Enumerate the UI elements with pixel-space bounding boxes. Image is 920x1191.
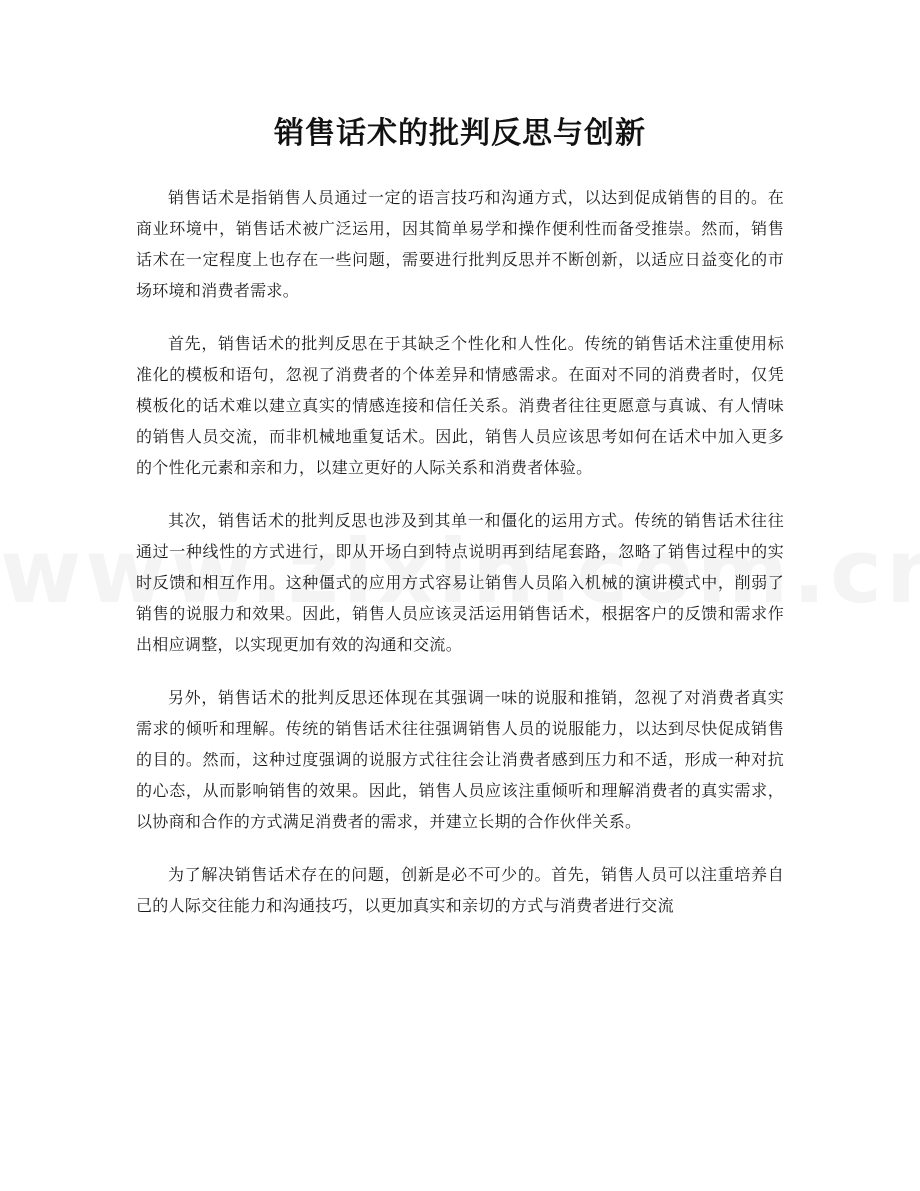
document-title: 销售话术的批判反思与创新 — [274, 116, 646, 151]
paragraph-1: 销售话术是指销售人员通过一定的语言技巧和沟通方式，以达到促成销售的目的。在商业环境中，销售话术被广泛运用，因其简单易学和操作便利性而备受推崇。然而，销售话术在一定程度上也存在一些问题，需要进行批判反思并不断创新，以适应日益变化的市场环境和消费者需求。 — [136, 188, 784, 300]
paragraph-2: 首先，销售话术的批判反思在于其缺乏个性化和人性化。传统的销售话术注重使用标准化的模板和语句，忽视了消费者的个体差异和情感需求。在面对不同的消费者时，仅凭模板化的话术难以建立真实的情感连接和信任关系。消费者往往更愿意与真诚、有人情味的销售人员交流，而非机械地重复话术。因此，销售人员应该思考如何在话术中加入更多的个性化元素和亲和力，以建立更好的人际关系和消费者体验。 — [136, 334, 784, 477]
paragraph-4: 另外，销售话术的批判反思还体现在其强调一味的说服和推销，忽视了对消费者真实需求的倾听和理解。传统的销售话术往往强调销售人员的说服能力，以达到尽快促成销售的目的。然而，这种过度强调的说服方式往往会让消费者感到压力和不适，形成一种对抗的心态，从而影响销售的效果。因此，销售人员应该注重倾听和理解消费者的真实需求，以协商和合作的方式满足消费者的需求，并建立长期的合作伙伴关系。 — [136, 688, 784, 831]
paragraph-3: 其次，销售话术的批判反思也涉及到其单一和僵化的运用方式。传统的销售话术往往通过一种线性的方式进行，即从开场白到特点说明再到结尾套路，忽略了销售过程中的实时反馈和相互作用。这种僵式的应用方式容易让销售人员陷入机械的演讲模式中，削弱了销售的说服力和效果。因此，销售人员应该灵活运用销售话术，根据客户的反馈和需求作出相应调整，以实现更加有效的沟通和交流。 — [136, 511, 784, 654]
document-body — [136, 182, 784, 943]
paragraph-5: 为了解决销售话术存在的问题，创新是必不可少的。首先，销售人员可以注重培养自己的人际交往能力和沟通技巧，以更加真实和亲切的方式与消费者进行交流 — [136, 865, 784, 915]
